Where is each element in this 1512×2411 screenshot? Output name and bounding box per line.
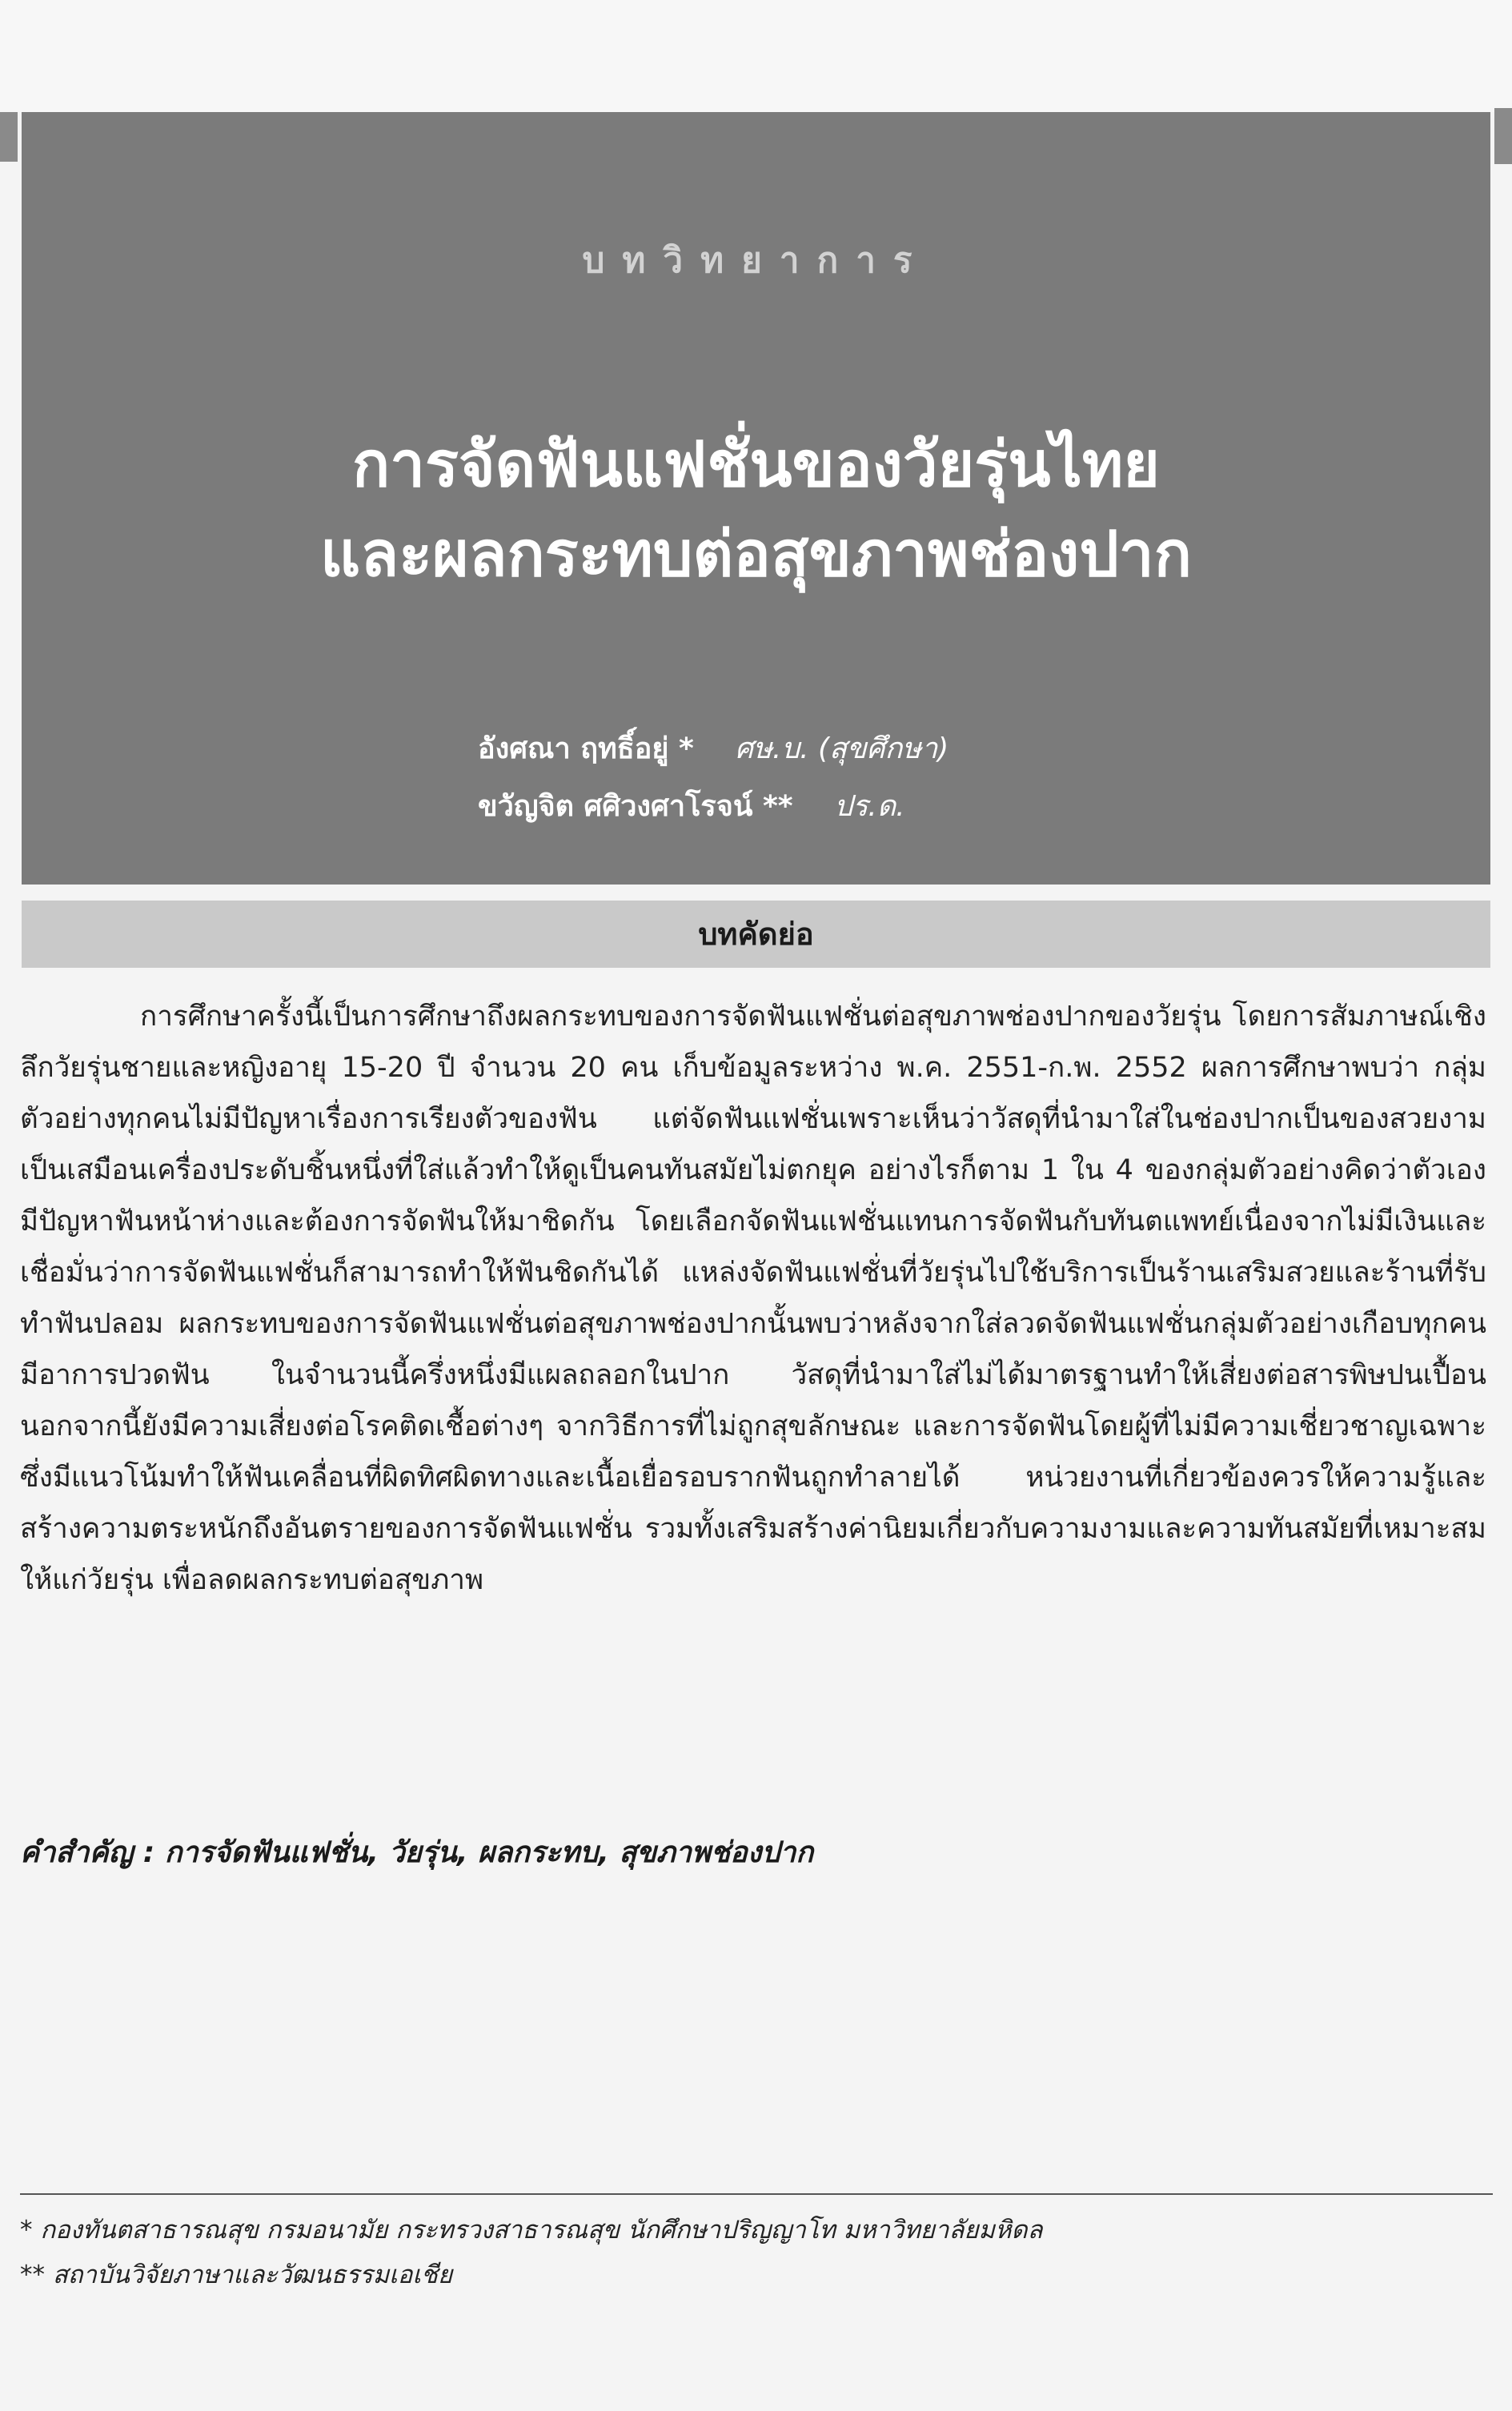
abstract-heading: บทคัดย่อ <box>22 901 1490 968</box>
title-block <box>22 112 1490 885</box>
abstract-body: การศึกษาครั้งนี้เป็นการศึกษาถึงผลกระทบของการจัดฟันแฟชั่นต่อสุขภาพช่องปากของวัยรุ่น โดยการสัมภาษณ์เชิงลึกวัยรุ่นชายและหญิงอายุ 15-20 ปี จำนวน 20 คน เก็บข้อมูลระหว่าง พ.ค. 2551-ก.พ. 2552 ผลการศึกษาพบว่า กลุ่มตัวอย่างทุกคนไม่มีปัญหาเรื่องการเรียงตัวของฟัน แต่จัดฟันแฟชั่นเพราะเห็นว่าวัสดุที่นำมาใส่ในช่องปากเป็นของสวยงาม เป็นเสมือนเครื่องประดับชิ้นหนึ่งที่ใส่แล้วทำให้ดูเป็นคนทันสมัยไม่ตกยุค อย่างไรก็ตาม 1 ใน 4 ของกลุ่มตัวอย่างคิดว่าตัวเองมีปัญหาฟันหน้าห่างและต้องการจัดฟันให้มาชิดกัน โดยเลือกจัดฟันแฟชั่นแทนการจัดฟันกับทันตแพทย์เนื่องจากไม่มีเงินและเชื่อมั่นว่าการจัดฟันแฟชั่นก็สามารถทำให้ฟันชิดกันได้ แหล่งจัดฟันแฟชั่นที่วัยรุ่นไปใช้บริการเป็นร้านเสริมสวยและร้านที่รับทำฟันปลอม ผลกระทบของการจัดฟันแฟชั่นต่อสุขภาพช่องปากนั้นพบว่าหลังจากใส่ลวดจัดฟันแฟชั่นกลุ่มตัวอย่างเกือบทุกคนมีอาการปวดฟัน ในจำนวนนี้ครึ่งหนึ่งมีแผลถลอกในปาก วัสดุที่นำมาใส่ไม่ได้มาตรฐานทำให้เสี่ยงต่อสารพิษปนเปื้อน นอกจากนี้ยังมีความเสี่ยงต่อโรคติดเชื้อต่างๆ จากวิธีการที่ไม่ถูกสุขลักษณะ และการจัดฟันโดยผู้ที่ไม่มีความเชี่ยวชาญเฉพาะ ซึ่งมีแนวโน้มทำให้ฟันเคลื่อนที่ผิดทิศผิดทางและเนื้อเยื่อรอบรากฟันถูกทำลายได้ หน่วยงานที่เกี่ยวข้องควรให้ความรู้และสร้างความตระหนักถึงอันตรายของการจัดฟันแฟชั่น รวมทั้งเสริมสร้างค่านิยมเกี่ยวกับความงามและความทันสมัยที่เหมาะสมให้แก่วัยรุ่น เพื่อลดผลกระทบต่อสุขภาพ <box>20 1001 1486 1596</box>
footnotes <box>20 2208 1043 2297</box>
author-degree: ปร.ด. <box>834 790 905 823</box>
keywords: คำสำคัญ : การจัดฟันแฟชั่น, วัยรุ่น, ผลกระทบ, สุขภาพช่องปาก <box>20 1836 814 1869</box>
footnote-divider <box>20 2193 1493 2195</box>
author-list <box>478 720 949 836</box>
author-row <box>478 778 949 836</box>
left-edge-tab <box>0 112 18 162</box>
author-degree: ศษ.บ. (สุขศึกษา) <box>735 732 949 765</box>
author-row <box>478 720 949 778</box>
footnote-1: * กองทันตสาธารณสุข กรมอนามัย กระทรวงสาธารณสุข นักศึกษาปริญญาโท มหาวิทยาลัยมหิดล <box>20 2216 1043 2245</box>
footnote-2: ** สถาบันวิจัยภาษาและวัฒนธรรมเอเชีย <box>20 2261 453 2289</box>
section-label: บทวิทยาการ <box>582 240 930 281</box>
title-line-2: และผลกระทบต่อสุขภาพช่องปาก <box>320 519 1192 591</box>
title-line-1: การจัดฟันแฟชั่นของวัยรุ่นไทย <box>352 429 1160 501</box>
author-name: ขวัญจิต ศศิวงศาโรจน์ ** <box>478 790 793 823</box>
author-name: อังศณา ฤทธิ์อยู่ * <box>478 732 694 765</box>
page-top-margin <box>0 0 1512 112</box>
article-title <box>22 420 1490 600</box>
right-edge-tab <box>1494 108 1512 164</box>
